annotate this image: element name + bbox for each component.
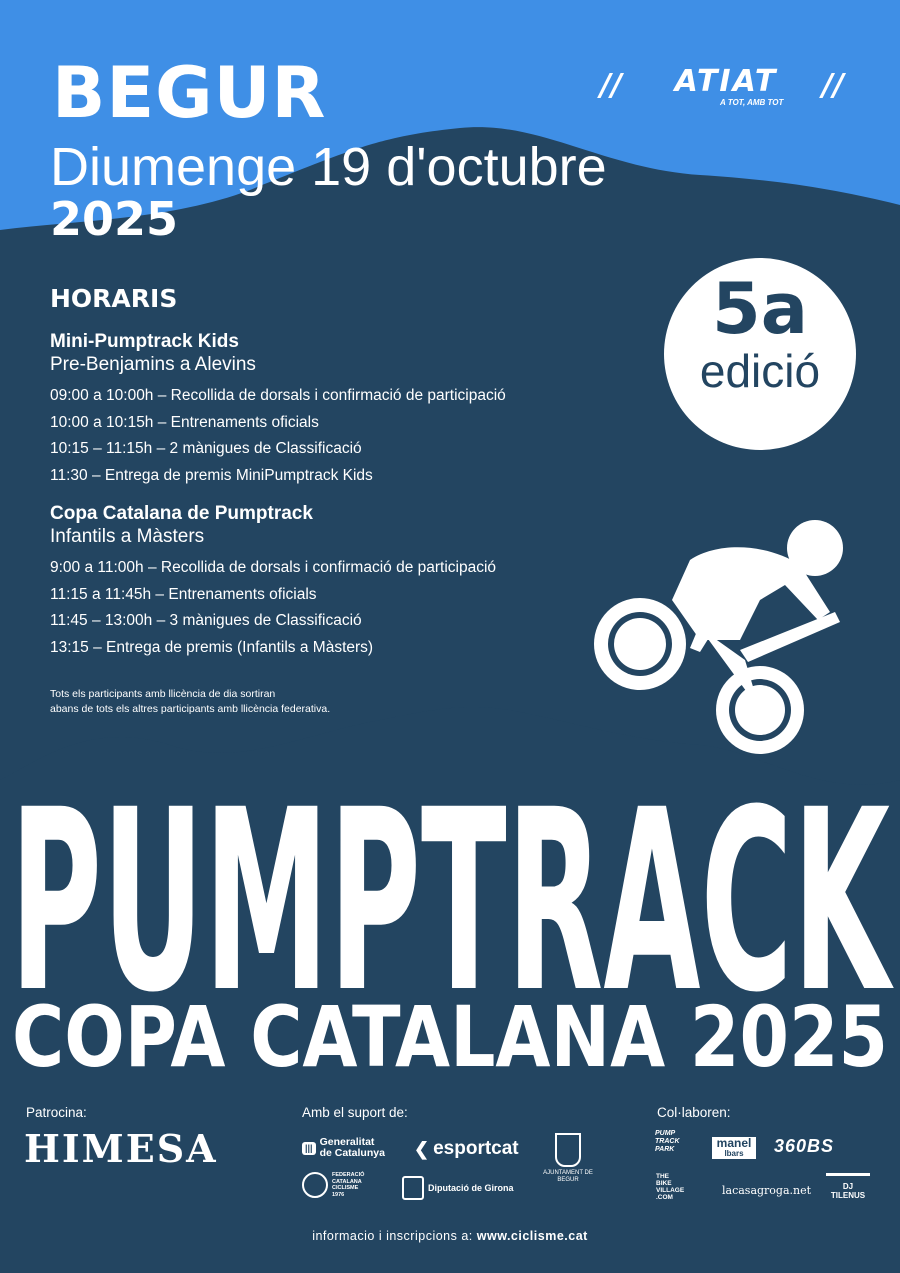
schedule-heading: HORARIS [50, 284, 178, 313]
collaboren-label: Col·laboren: [657, 1105, 731, 1120]
licence-note [50, 687, 410, 717]
atiat-logo [600, 62, 862, 112]
title-main-text: PUMPTRACK [10, 762, 895, 1000]
title-pumptrack [0, 762, 900, 1000]
licence-note-line: Tots els participants amb llicència de dia sortiran [50, 688, 276, 700]
bike-village-line: .COM [656, 1194, 673, 1201]
suport-label: Amb el suport de: [302, 1105, 408, 1120]
schedule-row: 11:30 – Entrega de premis MiniPumptrack Kids [50, 466, 373, 484]
group-subtitle: Infantils a Màsters [50, 526, 205, 547]
esportcat-logo [414, 1138, 519, 1160]
federacio-line: FEDERACIÓ [332, 1172, 365, 1178]
bike-village-logo [656, 1173, 706, 1201]
logo-slashes-left: // [600, 68, 622, 103]
diputacio-crest-icon [402, 1176, 424, 1200]
logo-wordmark: ATIAT [674, 64, 778, 99]
pumptrack-park-logo [655, 1130, 691, 1160]
footer-text: informacio i inscripcions a: [312, 1229, 477, 1243]
diputacio-logo [402, 1176, 514, 1200]
logo-tagline: A TOT, AMB TOT [720, 98, 784, 107]
pumptrack-park-line: PARK [655, 1146, 675, 1153]
schedule-row: 10:00 a 10:15h – Entrenaments oficials [50, 413, 319, 431]
schedule-row: 13:15 – Entrega de premis (Infantils a Màsters) [50, 638, 374, 656]
manel-subtext: lbars [724, 1149, 744, 1158]
edition-badge [664, 258, 856, 450]
schedule-row: 09:00 a 10:00h – Recollida de dorsals i confirmació de participació [50, 387, 506, 404]
dj-tilenus-logo: DJ TILENUS [826, 1173, 870, 1201]
manel-text: manel [716, 1136, 752, 1150]
ajuntament-logo [538, 1133, 598, 1184]
bike-village-line: BIKE [656, 1180, 672, 1187]
event-year: 2025 [50, 192, 179, 246]
bike-village-line: VILLAGE [656, 1187, 685, 1194]
event-date: Diumenge 19 d'octubre [50, 137, 607, 197]
schedule-row: 11:45 – 13:00h – 3 mànigues de Classificació [50, 612, 362, 629]
federacio-ring-icon [302, 1172, 328, 1198]
federacio-line: CATALANA [332, 1178, 362, 1185]
schedule [50, 284, 610, 675]
generalitat-stripes-icon: ||| [302, 1142, 316, 1155]
group-title: Mini-Pumptrack Kids [50, 331, 239, 352]
esportcat-text: esportcat [433, 1138, 519, 1159]
schedule-group-kids [50, 331, 610, 489]
generalitat-line: Generalitat [319, 1136, 375, 1148]
pumptrack-park-line: TRACK [655, 1138, 680, 1145]
generalitat-line: de Catalunya [319, 1147, 385, 1159]
event-town: BEGUR [52, 52, 327, 134]
himesa-logo: HIMESA [24, 1126, 218, 1171]
federacio-line: 1976 [332, 1191, 345, 1198]
edition-word: edició [699, 345, 821, 397]
pumptrack-park-line: PUMP [655, 1130, 676, 1137]
patrocina-label: Patrocina: [26, 1105, 87, 1120]
footer-info [0, 1229, 900, 1243]
footer-link[interactable]: www.ciclisme.cat [476, 1229, 588, 1243]
title-sub-text: COPA CATALANA 2025 [12, 990, 888, 1078]
diputacio-text: Diputació de Girona [428, 1183, 514, 1193]
schedule-row: 10:15 – 11:15h – 2 mànigues de Classificació [50, 440, 362, 457]
schedule-row: 11:15 a 11:45h – Entrenaments oficials [50, 585, 317, 603]
bike-village-line: THE [656, 1173, 669, 1180]
licence-note-line: abans de tots els altres participants amb llicència federativa. [50, 703, 331, 715]
esportcat-icon: ❮ [414, 1138, 430, 1159]
group-title: Copa Catalana de Pumptrack [50, 503, 313, 524]
schedule-row: 9:00 a 11:00h – Recollida de dorsals i confirmació de participació [50, 559, 497, 576]
schedule-group-copa [50, 503, 610, 661]
bikes360-logo: 360BS [774, 1136, 835, 1156]
ajuntament-line: BEGUR [557, 1177, 579, 1183]
logo-slashes-right: // [822, 68, 844, 103]
federacio-logo [302, 1172, 364, 1198]
generalitat-logo [302, 1137, 385, 1159]
federacio-line: CICLISME [332, 1185, 359, 1191]
crest-icon [555, 1133, 581, 1167]
title-copa [0, 990, 900, 1078]
group-subtitle: Pre-Benjamins a Alevins [50, 354, 256, 375]
ajuntament-line: AJUNTAMENT DE [543, 1170, 593, 1176]
manel-logo [712, 1137, 756, 1159]
edition-number: 5a [712, 268, 808, 350]
casagroga-logo: lacasagroga.net [722, 1184, 812, 1197]
